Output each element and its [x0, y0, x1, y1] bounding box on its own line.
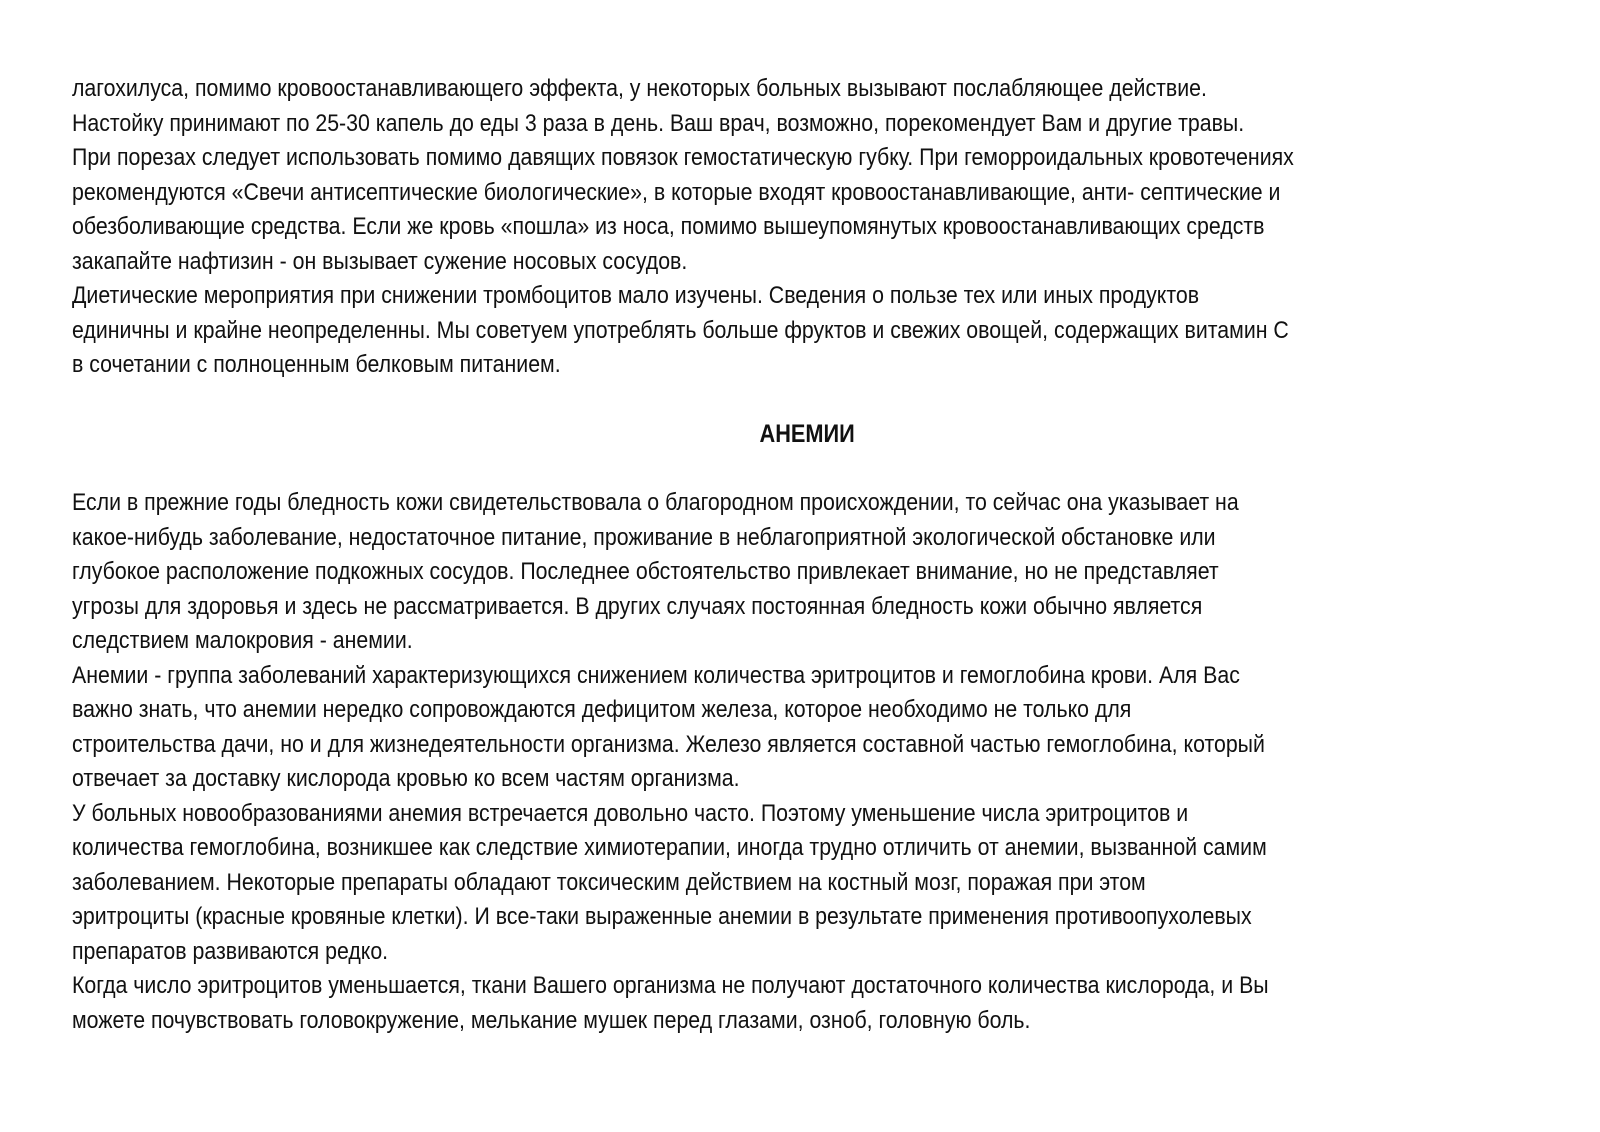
text-line: Настойку принимают по 25-30 капель до еды 3 раза в день. Ваш врач, возможно, порекомендует Вам и другие травы.	[72, 109, 1245, 137]
spacer	[72, 452, 1542, 487]
document-body	[72, 72, 1542, 1038]
text-line: следствием малокровия - анемии.	[72, 627, 413, 654]
text-line: можете почувствовать головокружение, мелькание мушек перед глазами, озноб, головную боль.	[72, 1006, 1031, 1034]
text-line: лагохилуса, помимо кровоостанавливающего эффекта, у некоторых больных вызывают послабляющее действие.	[72, 75, 1207, 102]
paragraph-bottom-1	[72, 486, 1542, 659]
text-line: глубокое расположение подкожных сосудов. Последнее обстоятельство привлекает внимание, но не представляет	[72, 558, 1219, 585]
text-line: эритроциты (красные кровяные клетки). И все-таки выраженные анемии в результате применения противоопухолевых	[72, 903, 1252, 930]
text-line: Анемии - группа заболеваний характеризующихся снижением количества эритроцитов и гемоглобина крови. Аля Вас	[72, 661, 1240, 689]
paragraph-bottom-4	[72, 969, 1542, 1038]
paragraph-top-2	[72, 141, 1542, 279]
text-line: количества гемоглобина, возникшее как следствие химиотерапии, иногда трудно отличить от анемии, вызванной самим	[72, 834, 1267, 861]
text-line: угрозы для здоровья и здесь не рассматривается. В других случаях постоянная бледность кожи обычно является	[72, 592, 1203, 620]
paragraph-bottom-3	[72, 797, 1542, 970]
text-line: в сочетании с полноценным белковым питанием.	[72, 351, 561, 378]
paragraph-top-3	[72, 279, 1542, 383]
text-line: единичны и крайне неопределенны. Мы советуем употреблять больше фруктов и свежих овощей, содержащих витамин С	[72, 316, 1289, 344]
text-line: Диетические мероприятия при снижении тромбоцитов мало изучены. Сведения о пользе тех или иных продуктов	[72, 282, 1200, 309]
text-line: отвечает за доставку кислорода кровью ко всем частям организма.	[72, 765, 740, 792]
text-line: Когда число эритроцитов уменьшается, ткани Вашего организма не получают достаточного количества кислорода, и Вы	[72, 972, 1269, 999]
text-line: У больных новообразованиями анемия встречается довольно часто. Поэтому уменьшение числа эритроцитов и	[72, 799, 1189, 827]
section-heading-wrap	[72, 417, 1542, 452]
text-line: заболеванием. Некоторые препараты обладают токсическим действием на костный мозг, поражая при этом	[72, 868, 1146, 896]
section-heading: АНЕМИИ	[759, 420, 855, 448]
text-line: важно знать, что анемии нередко сопровождаются дефицитом железа, которое необходимо не только для	[72, 696, 1132, 723]
text-line: При порезах следует использовать помимо давящих повязок гемостатическую губку. При геморроидальных кровотечениях	[72, 144, 1294, 171]
text-line: обезболивающие средства. Если же кровь «пошла» из носа, помимо вышеупомянутых кровоостанавливающих средств	[72, 213, 1265, 240]
spacer	[72, 383, 1542, 418]
text-line: Если в прежние годы бледность кожи свидетельствовала о благородном происхождении, то сейчас она указывает на	[72, 489, 1239, 516]
text-line: рекомендуются «Свечи антисептические биологические», в которые входят кровоостанавливающие, анти- септические и	[72, 178, 1281, 206]
paragraph-top-1	[72, 72, 1542, 141]
text-line: закапайте нафтизин - он вызывает сужение носовых сосудов.	[72, 247, 688, 275]
text-line: какое-нибудь заболевание, недостаточное питание, проживание в неблагоприятной экологической обстановке или	[72, 523, 1216, 551]
text-line: строительства дачи, но и для жизнедеятельности организма. Железо является составной частью гемоглобина, который	[72, 730, 1265, 758]
text-line: препаратов развиваются редко.	[72, 937, 389, 965]
paragraph-bottom-2	[72, 659, 1542, 797]
